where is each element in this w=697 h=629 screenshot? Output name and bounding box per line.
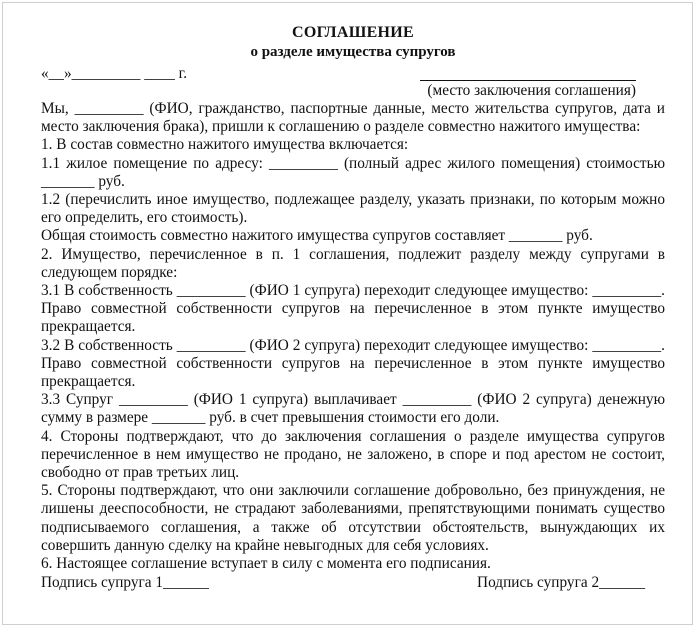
paragraph-1-2: 1.2 (перечислить иное имущество, подлежащее разделу, указать признаки, по которым можно его определить, его стоимость). (41, 191, 665, 227)
paragraph-intro: Мы, _________ (ФИО, гражданство, паспортные данные, место жительства супругов, дата и место заключения брака), пришли к соглашению о разделе совместно нажитого имущества: (41, 100, 665, 136)
date-blank: «__»_________ ____ г. (41, 65, 188, 82)
document-subtitle: о разделе имущества супругов (250, 44, 456, 60)
document-title: СОГЛАШЕНИЕ (291, 24, 415, 41)
paragraph-total-value: Общая стоимость совместно нажитого имущества супругов составляет _______ руб. (41, 227, 593, 245)
agreement-document (41, 23, 665, 592)
paragraph-4: 4. Стороны подтверждают, что до заключения соглашения о разделе имущества супругов перечисленное в нем имущество не продано, не заложено, в споре и под арестом не состоит, свободно от прав третьих лиц. (41, 427, 665, 482)
paragraph-3-3: 3.3 Супруг _________ (ФИО 1 супруга) выплачивает _________ (ФИО 2 супруга) денежную сумму в размере _______ руб. в счет превышения стоимости его доли. (41, 391, 665, 427)
paragraph-3-2: 3.2 В собственность _________ (ФИО 2 супруга) переходит следующее имущество: _________. Право совместной собственности супругов на перечисленное в этом пункте имущество прекращается. (41, 336, 665, 391)
paragraph-6: 6. Настоящее соглашение вступает в силу с момента его подписания. (41, 555, 491, 573)
paragraph-1-1: 1.1 жилое помещение по адресу: _________ (полный адрес жилого помещения) стоимостью _______ руб. (41, 154, 665, 190)
paragraph-3-1: 3.1 В собственность _________ (ФИО 1 супруга) переходит следующее имущество: _________. Право совместной собственности супругов на перечисленное в этом пункте имущество прекращается. (41, 282, 665, 336)
signature-row (41, 574, 665, 592)
place-blank-line (420, 80, 636, 81)
paragraph-2: 2. Имущество, перечисленное в п. 1 соглашения, подлежит разделу между супругами в следующем порядке: (41, 245, 665, 281)
paragraph-5: 5. Стороны подтверждают, что они заключили соглашение добровольно, без принуждения, не лишены дееспособности, не страдают заболеваниями, препятствующими понимать существо подписываемого соглашения, а также об отсутствии обстоятельств, вынуждающих их совершить данную сделку на крайне невыгодных для себя условиях. (41, 482, 665, 554)
date-place-line (41, 65, 665, 83)
paragraph-1: 1. В состав совместно нажитого имущества включается: (41, 136, 409, 154)
signature-spouse-2: Подпись супруга 2______ (477, 574, 645, 592)
signature-spouse-1: Подпись супруга 1______ (41, 574, 209, 592)
place-caption: (место заключения соглашения) (427, 82, 636, 99)
